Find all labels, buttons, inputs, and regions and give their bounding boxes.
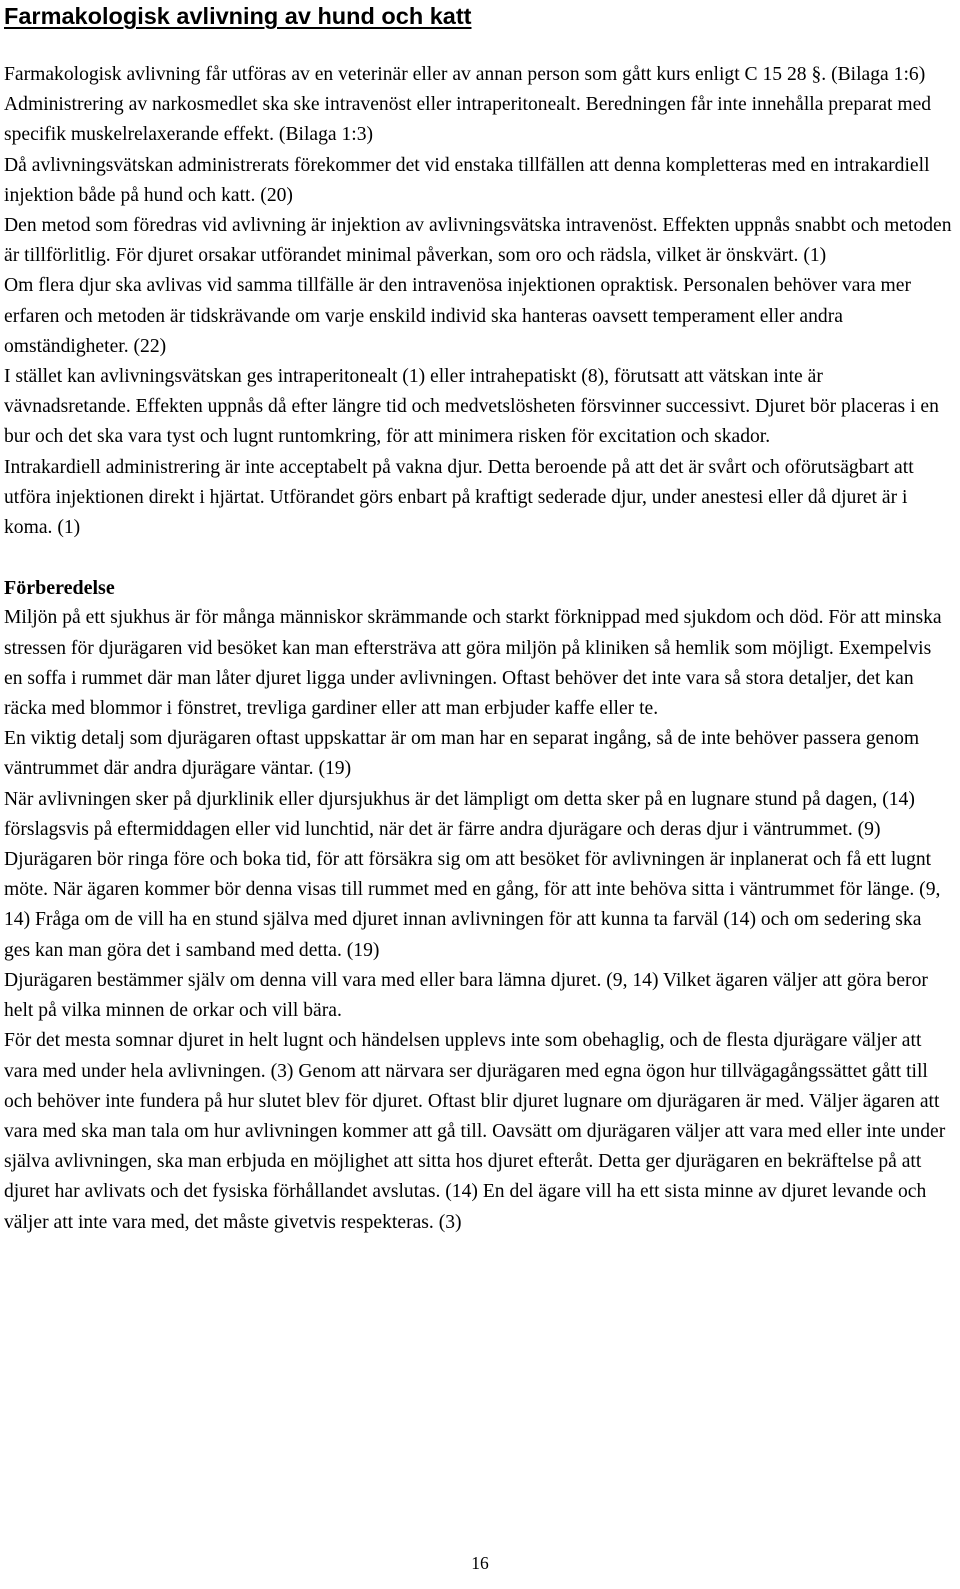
paragraph: Djurägaren bör ringa före och boka tid, för att försäkra sig om att besöket för avlivningen är inplanerat och få ett lugnt möte. När ägaren kommer bör denna visas till rummet med en gång, för att inte behöva sitta i väntrummet för länge. (9, 14) Fråga om de vill ha en stund själva med djuret innan avlivningen för att kunna ta farväl (14) och om sedering ska ges kan man göra det i samband med detta. (19) (4, 849, 941, 961)
intro-section (4, 60, 952, 1238)
paragraph: Den metod som föredras vid avlivning är injektion av avlivningsvätska intravenöst. Effekten uppnås snabbt och metoden är tillförlitlig. För djuret orsakar utförandet minimal påverkan, som oro och rädsla, vilket är önskvärt. (1) (4, 215, 952, 267)
paragraph: Miljön på ett sjukhus är för många människor skrämmande och starkt förknippad med sjukdom och död. För att minska stressen för djurägaren vid besöket kan man eftersträva att göra miljön på kliniken så hemlik som möjligt. Exempelvis en soffa i rummet där man låter djuret ligga under avlivningen. Oftast behöver det inte vara så stora detaljer, det kan räcka med blommor i fönstret, trevliga gardiner eller att man erbjuder kaffe eller te. (4, 607, 942, 720)
document-page (4, 0, 952, 1238)
paragraph: Då avlivningsvätskan administrerats förekommer det vid enstaka tillfällen att denna kompletteras med en intrakardiell injektion både på hund och katt. (20) (4, 154, 930, 206)
paragraph: För det mesta somnar djuret in helt lugnt och händelsen upplevs inte som obehaglig, och de flesta djurägare väljer att vara med under hela avlivningen. (3) Genom att närvara ser djurägaren med egna ögon hur tillvägagångssättet gått till och behöver inte fundera på hur slutet blev för djuret. Oftast blir djuret lugnare om djurägaren är med. Väljer ägaren att vara med ska man tala om hur avlivningen kommer att gå till. Oavsätt om djurägaren väljer att vara med eller inte under själva avlivningen, ska man erbjuda en möjlighet att sitta hos djuret efteråt. Detta ger djurägaren en bekräftelse på att djuret har avlivats och det fysiska förhållandet avslutas. (14) En del ägare vill ha ett sista minne av djuret levande och väljer att inte vara med, det måste givetvis respekteras. (3) (4, 1030, 946, 1233)
paragraph: I stället kan avlivningsvätskan ges intraperitonealt (1) eller intrahepatiskt (8), förutsatt att vätskan inte är vävnadsretande. Effekten uppnås då efter längre tid och medvetslösheten försvinner successivt. Djuret bör placeras i en bur och det ska vara tyst och lugnt runtomkring, för att minimera risken för excitation och skador. (4, 366, 939, 448)
page-number: 16 (471, 1553, 489, 1573)
paragraph: När avlivningen sker på djurklinik eller djursjukhus är det lämpligt om detta sker på en lugnare stund på dagen, (14) förslagsvis på eftermiddagen eller vid lunchtid, när det är färre andra djurägare och deras djur i väntrummet. (9) (4, 788, 915, 840)
paragraph: Intrakardiell administrering är inte acceptabelt på vakna djur. Detta beroende på att det är svårt och oförutsägbart att utföra injektionen direkt i hjärtat. Utförandet görs enbart på kraftigt sederade djur, under anestesi eller då djuret är i koma. (1) (4, 456, 914, 539)
page-title: Farmakologisk avlivning av hund och katt (4, 3, 472, 29)
section-heading: Förberedelse (4, 577, 115, 600)
paragraph: Farmakologisk avlivning får utföras av en veterinär eller av annan person som gått kurs enligt C 15 28 §. (Bilaga 1:6) Administrering av narkosmedlet ska ske intravenöst eller intraperitonealt. Beredningen får inte innehålla preparat med specifik muskelrelaxerande effekt. (Bilaga 1:3) (4, 64, 932, 146)
paragraph: Om flera djur ska avlivas vid samma tillfälle är den intravenösa injektionen opraktisk. Personalen behöver vara mer erfaren och metoden är tidskrävande om varje enskild individ ska hanteras oavsett temperament eller andra omständigheter. (22) (4, 275, 912, 357)
paragraph: Djurägaren bestämmer själv om denna vill vara med eller bara lämna djuret. (9, 14) Vilket ägaren väljer att göra beror helt på vilka minnen de orkar och vill bära. (4, 969, 928, 1022)
paragraph: En viktig detalj som djurägaren oftast uppskattar är om man har en separat ingång, så de inte behöver passera genom väntrummet där andra djurägare väntar. (19) (4, 728, 920, 780)
